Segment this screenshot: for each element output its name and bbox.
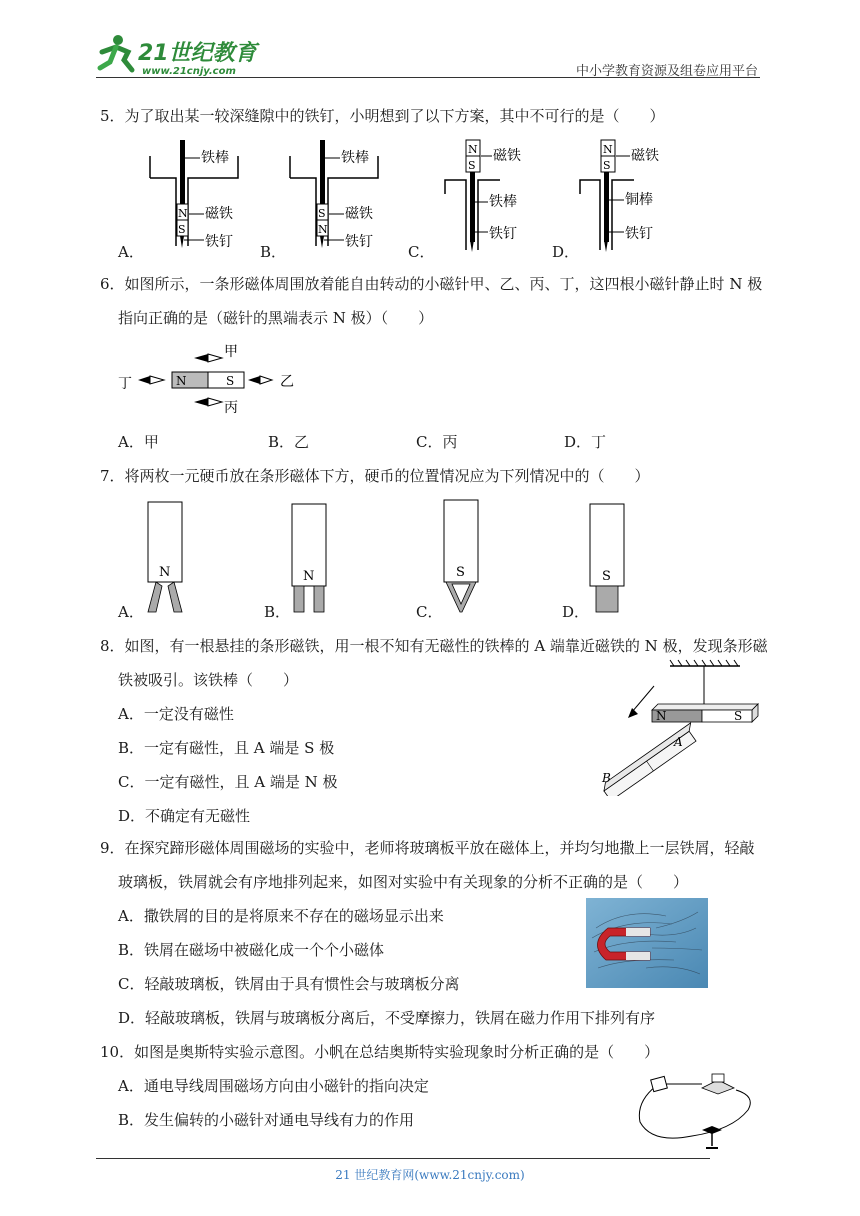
q5-figure-b [290, 140, 378, 250]
q5a-iron-rod-label: 铁棒 [201, 150, 229, 166]
q8-option-b[interactable]: B．一定有磁性，且 A 端是 S 极 [118, 739, 335, 757]
q7a-pole: N [159, 565, 171, 580]
q7-option-b[interactable]: B． [264, 603, 291, 621]
q5c-n: N [468, 143, 478, 156]
q5d-copper-rod-label: 铜棒 [625, 192, 653, 208]
q5a-n: N [178, 207, 188, 220]
q6-option-d[interactable]: D．丁 [564, 433, 607, 451]
q5-option-d[interactable]: D． [552, 243, 580, 261]
q5c-magnet-label: 磁铁 [493, 148, 521, 164]
q7d-pole: S [602, 569, 611, 584]
q7-figure-a [148, 502, 182, 612]
q5-figure-d [580, 140, 659, 252]
question-8-line1: 8．如图，有一根悬挂的条形磁铁，用一根不知有无磁性的铁棒的 A 端靠近磁铁的 N 极，发现条形磁 [100, 637, 768, 655]
q5b-s: S [318, 207, 326, 220]
q5-option-c[interactable]: C． [408, 243, 435, 261]
q6-label-ding: 丁 [118, 376, 132, 392]
q6-label-jia: 甲 [224, 344, 238, 360]
q5b-nail-label: 铁钉 [345, 234, 373, 250]
q7-option-c[interactable]: C． [416, 603, 443, 621]
q6-option-a[interactable]: A．甲 [118, 433, 159, 451]
q6-option-c[interactable]: C．丙 [416, 433, 458, 451]
q5b-n: N [318, 223, 328, 236]
q9-option-a[interactable]: A．撒铁屑的目的是将原来不存在的磁场显示出来 [118, 907, 444, 925]
question-5-text: 5．为了取出某一较深缝隙中的铁钉，小明想到了以下方案，其中不可行的是（ ） [100, 107, 665, 125]
q5d-nail-label: 铁钉 [625, 226, 653, 242]
q7-option-d[interactable]: D． [562, 603, 590, 621]
q8-option-d[interactable]: D．不确定有无磁性 [118, 807, 251, 825]
q5b-magnet-label: 磁铁 [345, 206, 373, 222]
q5b-iron-rod-label: 铁棒 [341, 150, 369, 166]
question-9-line2: 玻璃板，铁屑就会有序地排列起来，如图对实验中有关现象的分析不正确的是（ ） [118, 873, 689, 891]
q8-magnet-n: N [656, 709, 667, 723]
q8-rod-a: A [674, 735, 683, 749]
q10-option-b[interactable]: B．发生偏转的小磁针对通电导线有力的作用 [118, 1111, 415, 1129]
q7b-pole: N [303, 569, 315, 584]
q7-figure-d [590, 504, 624, 612]
q7-figure-c [444, 500, 478, 612]
q6-label-yi: 乙 [280, 374, 294, 390]
q8-rod-b: B [602, 771, 611, 785]
runner-icon [100, 35, 132, 70]
q5-option-a[interactable]: A． [118, 243, 144, 261]
logo-url-text: www.21cnjy.com [142, 66, 236, 77]
q6-label-bing: 丙 [224, 400, 238, 416]
q5d-magnet-label: 磁铁 [631, 148, 659, 164]
footer-text[interactable]: 21 世纪教育网(www.21cnjy.com) [335, 1168, 525, 1182]
question-8-figure [590, 656, 770, 796]
q6-option-b[interactable]: B．乙 [268, 433, 310, 451]
q7c-pole: S [456, 565, 465, 580]
q5a-magnet-label: 磁铁 [205, 206, 233, 222]
question-9-line1: 9．在探究蹄形磁体周围磁场的实验中，老师将玻璃板平放在磁体上，并均匀地撒上一层铁屑，轻敲 [100, 839, 755, 857]
q5d-n: N [603, 143, 613, 156]
question-7-figure [110, 496, 670, 618]
q8-option-c[interactable]: C．一定有磁性，且 A 端是 N 极 [118, 773, 338, 791]
q8-option-a[interactable]: A．一定没有磁性 [118, 705, 234, 723]
q5-figure-c [445, 140, 521, 252]
question-8-line2: 铁被吸引。该铁棒（ ） [118, 671, 299, 689]
question-10-text: 10．如图是奥斯特实验示意图。小帆在总结奥斯特实验现象时分析正确的是（ ） [100, 1043, 660, 1061]
logo [96, 32, 266, 78]
question-6-line1: 6．如图所示，一条形磁体周围放着能自由转动的小磁针甲、乙、丙、丁，这四根小磁针静止时 N 极 [100, 275, 763, 293]
logo-main-text: 21世纪教育 [138, 41, 257, 66]
q9-option-b[interactable]: B．铁屑在磁场中被磁化成一个个小磁体 [118, 941, 385, 959]
q7-figure-b [292, 504, 326, 612]
q5a-s: S [178, 223, 186, 236]
q9-option-c[interactable]: C．轻敲玻璃板，铁屑由于具有惯性会与玻璃板分离 [118, 975, 460, 993]
question-6-figure [114, 338, 314, 422]
q5-figure-a [150, 140, 238, 250]
header-divider [96, 77, 760, 78]
q5-option-b[interactable]: B． [260, 243, 287, 261]
question-6-line2: 指向正确的是（磁针的黑端表示 N 极）（ ） [118, 309, 434, 327]
q5c-iron-rod-label: 铁棒 [489, 194, 517, 210]
platform-name: 中小学教育资源及组卷应用平台 [575, 64, 758, 79]
q8-magnet-s: S [734, 709, 743, 723]
q9-option-d[interactable]: D．轻敲玻璃板，铁屑与玻璃板分离后，不受摩擦力，铁屑在磁力作用下排列有序 [118, 1009, 656, 1027]
q5d-s: S [603, 159, 611, 172]
q5c-s: S [468, 159, 476, 172]
q6-magnet-s: S [226, 374, 235, 388]
q5a-nail-label: 铁钉 [205, 234, 233, 250]
question-9-photo [586, 898, 708, 988]
q5c-nail-label: 铁钉 [489, 226, 517, 242]
question-10-figure [632, 1066, 756, 1152]
footer-divider [96, 1158, 710, 1159]
q7-option-a[interactable]: A． [118, 603, 144, 621]
question-7-text: 7．将两枚一元硬币放在条形磁体下方，硬币的位置情况应为下列情况中的（ ） [100, 467, 650, 485]
q10-option-a[interactable]: A．通电导线周围磁场方向由小磁针的指向决定 [118, 1077, 429, 1095]
q6-magnet-n: N [176, 374, 187, 388]
